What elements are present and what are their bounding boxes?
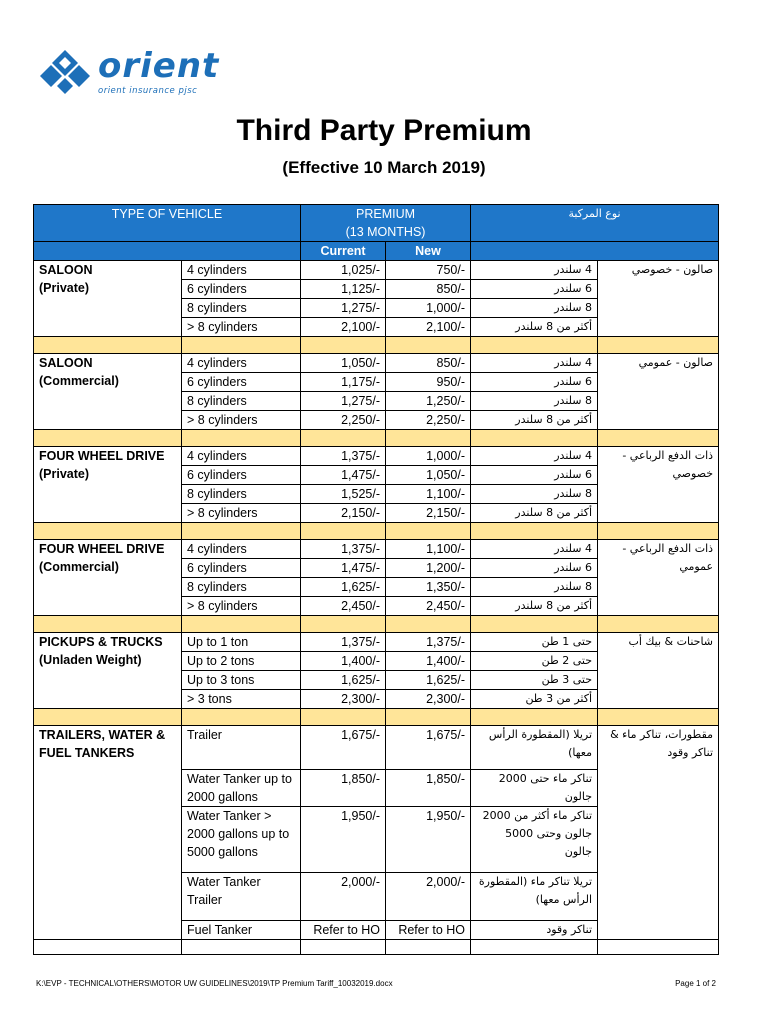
premium-new: 1,950/- <box>386 807 471 873</box>
separator-cell <box>34 337 182 354</box>
separator-cell <box>301 430 386 447</box>
separator-cell <box>471 430 598 447</box>
premium-new: 1,375/- <box>386 633 471 652</box>
orient-logo-icon <box>40 48 90 94</box>
category-name: FOUR WHEEL DRIVE <box>39 542 165 556</box>
separator-cell <box>182 523 301 540</box>
premium-new: 2,450/- <box>386 597 471 616</box>
vehicle-category-arabic: صالون - خصوصي <box>598 261 719 337</box>
category-name: PICKUPS & TRUCKS <box>39 635 163 649</box>
blank-cell <box>34 940 182 955</box>
vehicle-type: Up to 1 ton <box>182 633 301 652</box>
vehicle-type-arabic: 6 سلندر <box>471 466 598 485</box>
premium-current: 1,950/- <box>301 807 386 873</box>
premium-new: 950/- <box>386 373 471 392</box>
premium-current: 1,025/- <box>301 261 386 280</box>
separator-cell <box>386 709 471 726</box>
premium-new: 1,100/- <box>386 485 471 504</box>
vehicle-category <box>34 726 182 940</box>
premium-current: 1,625/- <box>301 671 386 690</box>
vehicle-type-arabic: 8 سلندر <box>471 299 598 318</box>
vehicle-type: 6 cylinders <box>182 280 301 299</box>
premium-current: 1,375/- <box>301 633 386 652</box>
premium-current: 2,000/- <box>301 873 386 921</box>
premium-current: 2,150/- <box>301 504 386 523</box>
vehicle-type: 4 cylinders <box>182 261 301 280</box>
premium-new: 2,300/- <box>386 690 471 709</box>
premium-new: Refer to HO <box>386 921 471 940</box>
vehicle-type: > 8 cylinders <box>182 411 301 430</box>
vehicle-type: > 8 cylinders <box>182 504 301 523</box>
premium-current: 1,400/- <box>301 652 386 671</box>
separator-cell <box>34 709 182 726</box>
header-type-of-vehicle <box>34 205 301 242</box>
premium-new: 1,625/- <box>386 671 471 690</box>
premium-new: 2,150/- <box>386 504 471 523</box>
separator-cell <box>182 616 301 633</box>
separator-cell <box>386 430 471 447</box>
header-months-label: (13 MONTHS) <box>345 225 426 239</box>
separator-cell <box>301 523 386 540</box>
premium-current: 2,250/- <box>301 411 386 430</box>
premium-current: 2,450/- <box>301 597 386 616</box>
vehicle-type: 6 cylinders <box>182 559 301 578</box>
category-name: SALOON <box>39 356 93 370</box>
premium-new: 1,350/- <box>386 578 471 597</box>
vehicle-type: > 8 cylinders <box>182 597 301 616</box>
subheader-blank-arabic <box>471 242 719 261</box>
vehicle-type: 8 cylinders <box>182 299 301 318</box>
category-name: FOUR WHEEL DRIVE <box>39 449 165 463</box>
vehicle-type-arabic: تناكر ماء حتى 2000 جالون <box>471 770 598 807</box>
premium-current: 1,275/- <box>301 392 386 411</box>
separator-cell <box>386 337 471 354</box>
logo-tagline: orient insurance pjsc <box>98 86 198 96</box>
vehicle-type: 6 cylinders <box>182 373 301 392</box>
separator-cell <box>598 430 719 447</box>
separator-cell <box>471 337 598 354</box>
vehicle-category <box>34 447 182 523</box>
separator-cell <box>386 523 471 540</box>
blank-cell <box>386 940 471 955</box>
premium-new: 1,400/- <box>386 652 471 671</box>
premium-new: 1,000/- <box>386 299 471 318</box>
separator-cell <box>598 709 719 726</box>
premium-current: 1,375/- <box>301 447 386 466</box>
vehicle-type-arabic: 4 سلندر <box>471 261 598 280</box>
separator-cell <box>34 616 182 633</box>
footer-file-path: K:\EVP - TECHNICAL\OTHERS\MOTOR UW GUIDELINES\2019\TP Premium Tariff_10032019.docx <box>36 979 393 988</box>
vehicle-type-arabic: تناكر ماء أكثر من 2000 جالون وحتى 5000 جالون <box>471 807 598 873</box>
vehicle-type: > 3 tons <box>182 690 301 709</box>
vehicle-category-arabic: ذات الدفع الرباعي - خصوصي <box>598 447 719 523</box>
vehicle-category-arabic: مقطورات، تناكر ماء & تناكر وقود <box>598 726 719 940</box>
vehicle-type-arabic: تناكر وقود <box>471 921 598 940</box>
header-new: New <box>386 242 471 261</box>
premium-new: 1,850/- <box>386 770 471 807</box>
header-premium <box>301 205 471 242</box>
separator-cell <box>471 523 598 540</box>
page-subtitle: (Effective 10 March 2019) <box>282 158 486 177</box>
separator-cell <box>471 709 598 726</box>
vehicle-type-arabic: حتى 3 طن <box>471 671 598 690</box>
vehicle-type-arabic: 4 سلندر <box>471 540 598 559</box>
vehicle-type-arabic: أكثر من 3 طن <box>471 690 598 709</box>
vehicle-category-arabic: صالون - عمومي <box>598 354 719 430</box>
premium-new: 2,250/- <box>386 411 471 430</box>
category-name: SALOON <box>39 263 93 277</box>
header-type-of-vehicle-label: TYPE OF VEHICLE <box>111 207 223 221</box>
vehicle-type-arabic: أكثر من 8 سلندر <box>471 597 598 616</box>
premium-new: 2,000/- <box>386 873 471 921</box>
table-row <box>34 726 719 770</box>
premium-current: 2,100/- <box>301 318 386 337</box>
premium-current: 1,625/- <box>301 578 386 597</box>
vehicle-type-arabic: 4 سلندر <box>471 354 598 373</box>
table-row <box>34 540 719 559</box>
vehicle-category <box>34 633 182 709</box>
table-subheader-row <box>34 242 719 261</box>
vehicle-category <box>34 540 182 616</box>
table-row <box>34 633 719 652</box>
premium-current: 1,375/- <box>301 540 386 559</box>
header-current: Current <box>301 242 386 261</box>
vehicle-type-arabic: 8 سلندر <box>471 578 598 597</box>
header-premium-label: PREMIUM <box>356 207 416 221</box>
vehicle-type-arabic: أكثر من 8 سلندر <box>471 504 598 523</box>
premium-new: 750/- <box>386 261 471 280</box>
vehicle-type: 4 cylinders <box>182 354 301 373</box>
vehicle-type: Water Tanker Trailer <box>182 873 301 921</box>
premium-current: 2,300/- <box>301 690 386 709</box>
premium-table <box>33 204 719 955</box>
category-sub: (Private) <box>39 467 90 481</box>
vehicle-type: Trailer <box>182 726 301 770</box>
blank-cell <box>598 940 719 955</box>
premium-new: 850/- <box>386 280 471 299</box>
group-separator <box>34 709 719 726</box>
vehicle-type: 8 cylinders <box>182 578 301 597</box>
premium-current: 1,525/- <box>301 485 386 504</box>
category-name: TRAILERS, WATER & <box>39 728 166 742</box>
company-logo <box>40 44 240 104</box>
premium-current: 1,475/- <box>301 559 386 578</box>
blank-cell <box>301 940 386 955</box>
footer-page-number: Page 1 of 2 <box>675 979 716 988</box>
separator-cell <box>34 430 182 447</box>
table-row <box>34 261 719 280</box>
header-arabic <box>471 205 719 242</box>
table-row <box>34 447 719 466</box>
separator-cell <box>182 709 301 726</box>
premium-new: 1,200/- <box>386 559 471 578</box>
table-row <box>34 354 719 373</box>
premium-current: 1,050/- <box>301 354 386 373</box>
logo-wordmark: orient <box>98 46 220 86</box>
vehicle-category <box>34 261 182 337</box>
vehicle-type: 6 cylinders <box>182 466 301 485</box>
vehicle-category-arabic: شاحنات & بيك أب <box>598 633 719 709</box>
premium-current: Refer to HO <box>301 921 386 940</box>
separator-cell <box>34 523 182 540</box>
premium-current: 1,175/- <box>301 373 386 392</box>
premium-current: 1,125/- <box>301 280 386 299</box>
vehicle-type: Up to 3 tons <box>182 671 301 690</box>
group-separator <box>34 337 719 354</box>
blank-cell <box>471 940 598 955</box>
table-row-blank <box>34 940 719 955</box>
separator-cell <box>301 709 386 726</box>
premium-new: 1,050/- <box>386 466 471 485</box>
category-sub: (Commercial) <box>39 374 119 388</box>
category-sub: (Commercial) <box>39 560 119 574</box>
vehicle-type-arabic: حتى 1 طن <box>471 633 598 652</box>
group-separator <box>34 616 719 633</box>
subheader-blank <box>34 242 301 261</box>
vehicle-type-arabic: حتى 2 طن <box>471 652 598 671</box>
vehicle-type-arabic: تريلا (المقطورة الرأس معها) <box>471 726 598 770</box>
premium-current: 1,850/- <box>301 770 386 807</box>
premium-current: 1,675/- <box>301 726 386 770</box>
group-separator <box>34 523 719 540</box>
vehicle-type-arabic: 8 سلندر <box>471 485 598 504</box>
vehicle-type-arabic: 6 سلندر <box>471 373 598 392</box>
header-arabic-label: نوع المركبة <box>568 207 621 220</box>
premium-current: 1,475/- <box>301 466 386 485</box>
group-separator <box>34 430 719 447</box>
separator-cell <box>598 616 719 633</box>
vehicle-category <box>34 354 182 430</box>
separator-cell <box>301 616 386 633</box>
vehicle-type: 4 cylinders <box>182 447 301 466</box>
premium-current: 1,275/- <box>301 299 386 318</box>
vehicle-type-arabic: 4 سلندر <box>471 447 598 466</box>
premium-new: 1,250/- <box>386 392 471 411</box>
separator-cell <box>598 523 719 540</box>
vehicle-type: Water Tanker > 2000 gallons up to 5000 gallons <box>182 807 301 873</box>
vehicle-type-arabic: 6 سلندر <box>471 559 598 578</box>
category-sub: (Private) <box>39 281 90 295</box>
premium-new: 2,100/- <box>386 318 471 337</box>
premium-new: 850/- <box>386 354 471 373</box>
vehicle-type-arabic: أكثر من 8 سلندر <box>471 411 598 430</box>
separator-cell <box>301 337 386 354</box>
category-sub: (Unladen Weight) <box>39 653 142 667</box>
vehicle-type-arabic: 8 سلندر <box>471 392 598 411</box>
vehicle-type: Water Tanker up to 2000 gallons <box>182 770 301 807</box>
separator-cell <box>182 430 301 447</box>
vehicle-type: 8 cylinders <box>182 392 301 411</box>
category-sub: FUEL TANKERS <box>39 746 135 760</box>
vehicle-type-arabic: تريلا تناكر ماء (المقطورة الرأس معها) <box>471 873 598 921</box>
vehicle-type-arabic: أكثر من 8 سلندر <box>471 318 598 337</box>
vehicle-type: 8 cylinders <box>182 485 301 504</box>
vehicle-category-arabic: ذات الدفع الرباعي - عمومي <box>598 540 719 616</box>
page-title: Third Party Premium <box>236 114 532 147</box>
separator-cell <box>182 337 301 354</box>
vehicle-type: > 8 cylinders <box>182 318 301 337</box>
separator-cell <box>471 616 598 633</box>
blank-cell <box>182 940 301 955</box>
vehicle-type: Fuel Tanker <box>182 921 301 940</box>
premium-new: 1,000/- <box>386 447 471 466</box>
vehicle-type: Up to 2 tons <box>182 652 301 671</box>
table-header-row <box>34 205 719 242</box>
premium-new: 1,675/- <box>386 726 471 770</box>
vehicle-type: 4 cylinders <box>182 540 301 559</box>
separator-cell <box>386 616 471 633</box>
vehicle-type-arabic: 6 سلندر <box>471 280 598 299</box>
separator-cell <box>598 337 719 354</box>
premium-new: 1,100/- <box>386 540 471 559</box>
